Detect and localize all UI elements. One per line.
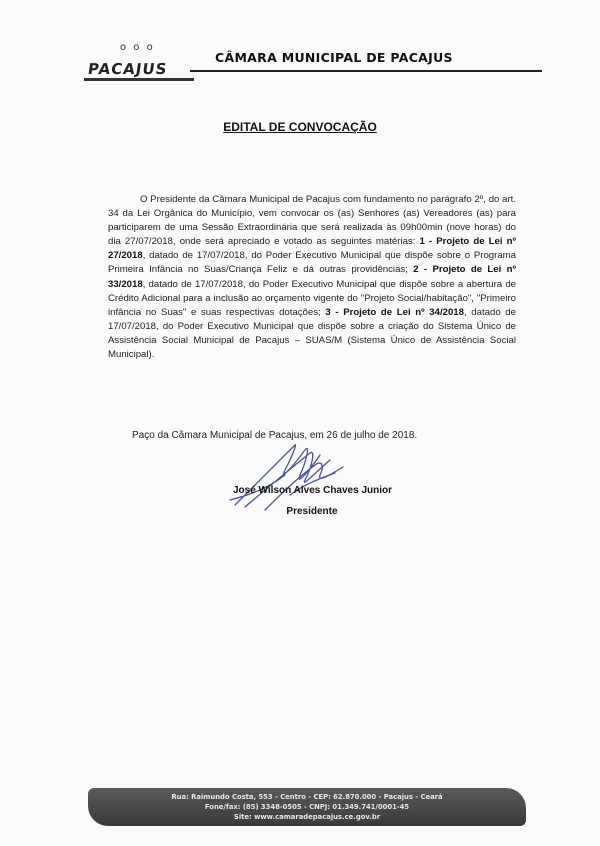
paragraph-segment: , datado de 17/07/2018, do Poder Executivo Municipal que dispõe sobre o Programa Primeira Infância no Suas/Criança Feliz e dá outras providências;: [108, 250, 516, 276]
logo-underline: [84, 78, 194, 81]
convocation-paragraph: [108, 193, 516, 362]
letterhead-title: CÂMARA MUNICIPAL DE PACAJUS: [215, 50, 453, 65]
handwritten-signature: [225, 425, 355, 515]
paragraph-segment: O Presidente da Câmara Municipal de Pacajus com fundamento no parágrafo 2º, do art. 34 da Lei Orgânica do Município, vem convocar os (as) Senhores (as) Vereadores (as) para participarem de uma Sessão Extraordinária que será realizada às 09h00min (nove horas) do dia 27/07/2018, onde será apreciado e votado as seguintes matérias:: [108, 194, 516, 248]
chamber-logo: [80, 42, 200, 82]
footer-address: Rua: Raimundo Costa, 553 - Centro - CEP: 62.870.000 - Pacajus - Ceará: [171, 793, 443, 801]
letterhead-footer: [88, 788, 526, 826]
convocation-body: [108, 193, 516, 362]
logo-mark: o o o: [120, 42, 155, 53]
bill-2-heading: 2 - Projeto de Lei nº 33/2018: [108, 264, 516, 290]
signatory-role: Presidente: [286, 506, 338, 517]
document-title-text: EDITAL DE CONVOCAÇÃO: [223, 120, 377, 134]
closing-line: Paço da Câmara Municipal de Pacajus, em 26 de julho de 2018.: [132, 430, 418, 441]
signatory-name: José Wilson Alves Chaves Junior: [232, 485, 393, 496]
document-title: [0, 120, 600, 134]
bill-1-heading: 1 - Projeto de Lei nº 27/2018: [108, 236, 517, 262]
paragraph-segment: , datado de 17/07/2018, do Poder Executivo Municipal que dispõe sobre a criação do Sistema Único de Assistência Social Municipal de Pacajus – SUAS/M (Sistema Único de Assistência Social Municipal).: [108, 306, 516, 361]
paragraph-segment: , datado de 17/07/2018, do Poder Executivo Municipal que dispõe sobre a abertura de Crédito Adicional para a inclusão ao orçamento vigente do "Projeto Social/habitação", "Primeiro infância no Suas" e suas respectivas dotações;: [108, 278, 516, 318]
bill-3-heading: 3 - Projeto de Lei nº 34/2018: [325, 306, 464, 318]
letterhead: [80, 36, 540, 86]
letterhead-rule: [190, 70, 542, 72]
logo-text: PACAJUS: [86, 60, 169, 78]
footer-site: Site: www.camaradepacajus.ce.gov.br: [233, 813, 381, 821]
footer-contact: Fone/fax: (85) 3348-0505 - CNPJ: 01.349.741/0001-45: [204, 803, 410, 811]
